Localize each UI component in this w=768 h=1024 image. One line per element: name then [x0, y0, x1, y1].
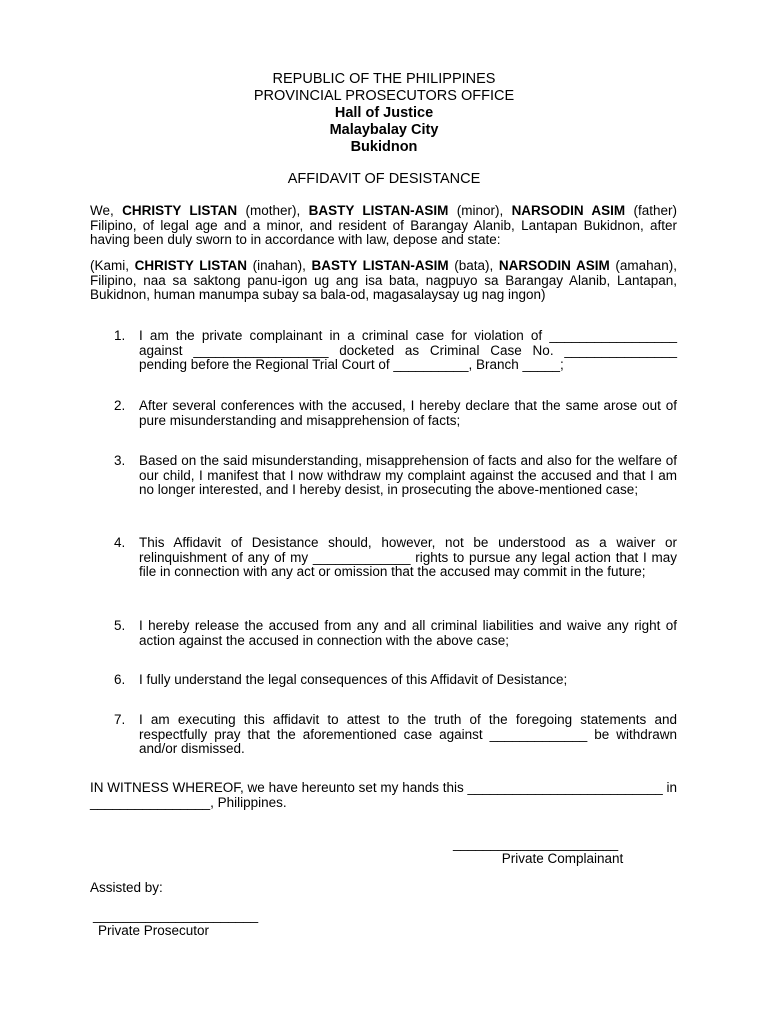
intro-ceb-text-b: (inahan), — [247, 258, 312, 273]
complainant-signature-block — [453, 837, 672, 866]
header-hall: Hall of Justice — [334, 105, 434, 121]
intro-ceb-text-d: (amahan), Filipino, naa sa saktong panu-igon ug ang isa bata, nagpuyo sa Barangay Alanib, Lantapan, Bukidnon, human manumpa subay sa bala-od, magasalaysay ug nag ingon) — [90, 258, 677, 302]
intro-en-text-a: We, — [90, 203, 123, 218]
prosecutor-signature-block — [93, 909, 287, 938]
item-number: 4. — [114, 535, 126, 550]
intro-ceb-text-c: (bata), — [448, 258, 499, 273]
name-christy: CHRISTY LISTAN — [134, 258, 247, 273]
header-republic: REPUBLIC OF THE PHILIPPINES — [272, 71, 496, 87]
signature-line: ______________________ — [93, 908, 259, 923]
item-text: After several conferences with the accused, I hereby declare that the same arose out of pure misunderstanding and misapprehension of facts; — [139, 398, 677, 428]
name-christy: CHRISTY LISTAN — [122, 203, 238, 218]
item-text: I am executing this affidavit to attest to the truth of the foregoing statements and respectfully pray that the aforementioned case against _____________ be withdrawn and/or dismissed. — [139, 712, 677, 756]
intro-cebuano-paragraph — [90, 259, 677, 303]
assisted-by-label: Assisted by: — [90, 880, 163, 895]
signature-label: Private Complainant — [501, 850, 624, 866]
item-text: I fully understand the legal consequences of this Affidavit of Desistance; — [139, 672, 568, 687]
item-text: I hereby release the accused from any and all criminal liabilities and waive any right of action against the accused in connection with the above case; — [139, 618, 677, 648]
item-number: 2. — [114, 398, 126, 413]
name-narsodin: NARSODIN ASIM — [498, 258, 610, 273]
statement-item — [90, 536, 677, 580]
intro-english-paragraph — [90, 204, 677, 248]
statement-item — [90, 673, 677, 688]
document-header — [0, 71, 768, 156]
name-basty: BASTY LISTAN-ASIM — [308, 203, 449, 218]
header-province: Bukidnon — [350, 139, 418, 155]
item-text: Based on the said misunderstanding, misapprehension of facts and also for the welfare of our child, I manifest that I now withdraw my complaint against the accused and that I am no longer interested, and I hereby desist, in prosecuting the above-mentioned case; — [139, 453, 677, 497]
name-narsodin: NARSODIN ASIM — [511, 203, 626, 218]
statement-item — [90, 329, 677, 373]
item-number: 3. — [114, 453, 126, 468]
header-city: Malaybalay City — [329, 122, 439, 138]
item-number: 6. — [114, 672, 126, 687]
statement-item — [90, 713, 677, 757]
item-number: 7. — [114, 712, 126, 727]
intro-ceb-text-a: (Kami, — [90, 258, 135, 273]
statement-item — [90, 619, 677, 648]
intro-en-text-c: (minor), — [448, 203, 512, 218]
name-basty: BASTY LISTAN-ASIM — [311, 258, 449, 273]
intro-en-text-d: (father) Filipino, of legal age and a minor, and resident of Barangay Alanib, Lantapan Bukidnon, after having been duly sworn to in accordance with law, depose and state: — [90, 203, 677, 247]
witness-clause: IN WITNESS WHEREOF, we have hereunto set my hands this __________________________ in ________________, Philippines. — [90, 780, 677, 810]
signature-line: ______________________ — [453, 836, 619, 851]
signature-label: Private Prosecutor — [98, 922, 210, 938]
document-title: AFFIDAVIT OF DESISTANCE — [287, 171, 481, 187]
header-office: PROVINCIAL PROSECUTORS OFFICE — [253, 88, 515, 104]
item-text: I am the private complainant in a criminal case for violation of _________________ against __________________ docketed as Criminal Case No. _______________ pending before the Regional Trial Court of __________, Branch _____; — [139, 328, 677, 372]
item-number: 1. — [114, 328, 126, 343]
item-number: 5. — [114, 618, 126, 633]
statement-item — [90, 454, 677, 498]
statement-item — [90, 399, 677, 428]
item-text: This Affidavit of Desistance should, however, not be understood as a waiver or relinquishment of any of my _____________ rights to pursue any legal action that I may file in connection with any act or omission that the accused may commit in the future; — [139, 535, 677, 579]
intro-en-text-b: (mother), — [237, 203, 309, 218]
